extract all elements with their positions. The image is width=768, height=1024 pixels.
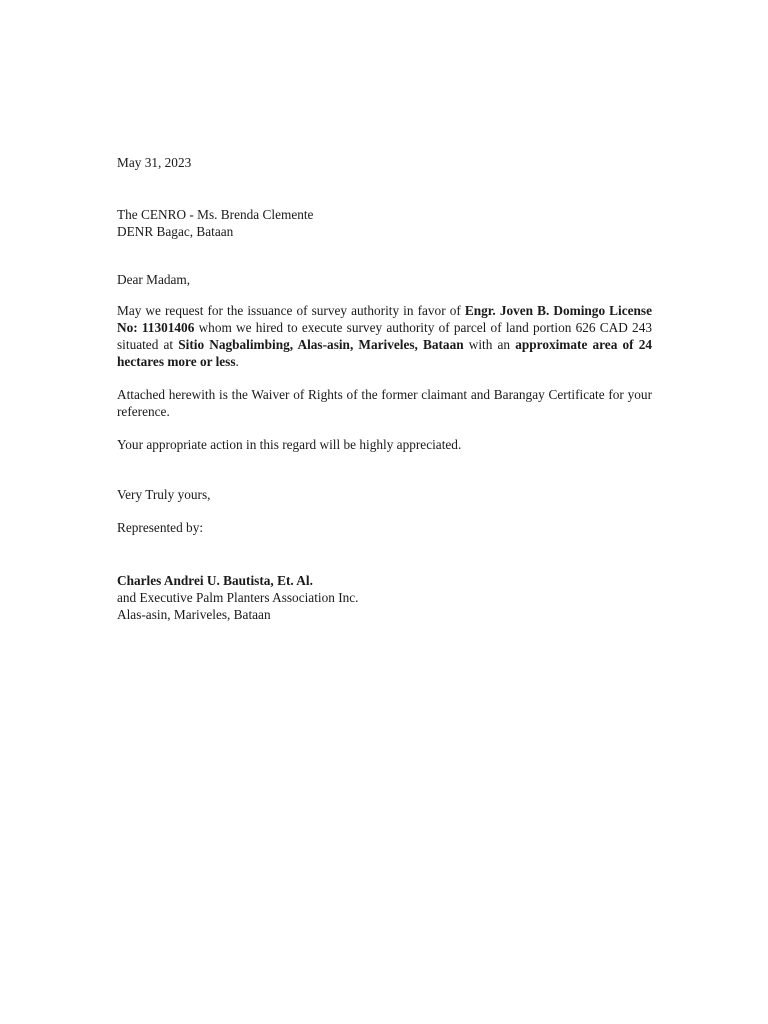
paragraph-request (117, 302, 652, 370)
paragraph-text: May we request for the issuance of survey authority in favor of (117, 303, 465, 318)
letter-body (117, 154, 652, 623)
letter-date: May 31, 2023 (117, 155, 192, 170)
closing: Very Truly yours, (117, 487, 211, 502)
paragraph-bold-location: Sitio Nagbalimbing, Alas-asin, Mariveles, Bataan (178, 337, 464, 352)
paragraph-text: whom we hired to execute survey authority of parcel of land portion 626 CAD 243 situated at (117, 320, 652, 352)
signatory-organization: and Executive Palm Planters Association Inc. (117, 590, 359, 605)
paragraph-action: Your appropriate action in this regard will be highly appreciated. (117, 437, 462, 452)
signatory-name: Charles Andrei U. Bautista, Et. Al. (117, 573, 313, 588)
represented-by: Represented by: (117, 520, 204, 535)
addressee-block (117, 206, 652, 240)
paragraph-bold-area: approximate area of 24 hectares more or less (117, 337, 652, 369)
paragraph-attachment: Attached herewith is the Waiver of Rights of the former claimant and Barangay Certificate for your reference. (117, 387, 652, 419)
addressee-line-1: The CENRO - Ms. Brenda Clemente (117, 207, 314, 222)
paragraph-bold-surveyor: Engr. Joven B. Domingo License No: 11301406 (117, 303, 653, 335)
signatory-address: Alas-asin, Mariveles, Bataan (117, 607, 271, 622)
signature-block (117, 572, 652, 623)
paragraph-text: with an (463, 337, 516, 352)
salutation: Dear Madam, (117, 272, 191, 287)
paragraph-text: . (235, 354, 239, 369)
addressee-line-2: DENR Bagac, Bataan (117, 224, 234, 239)
